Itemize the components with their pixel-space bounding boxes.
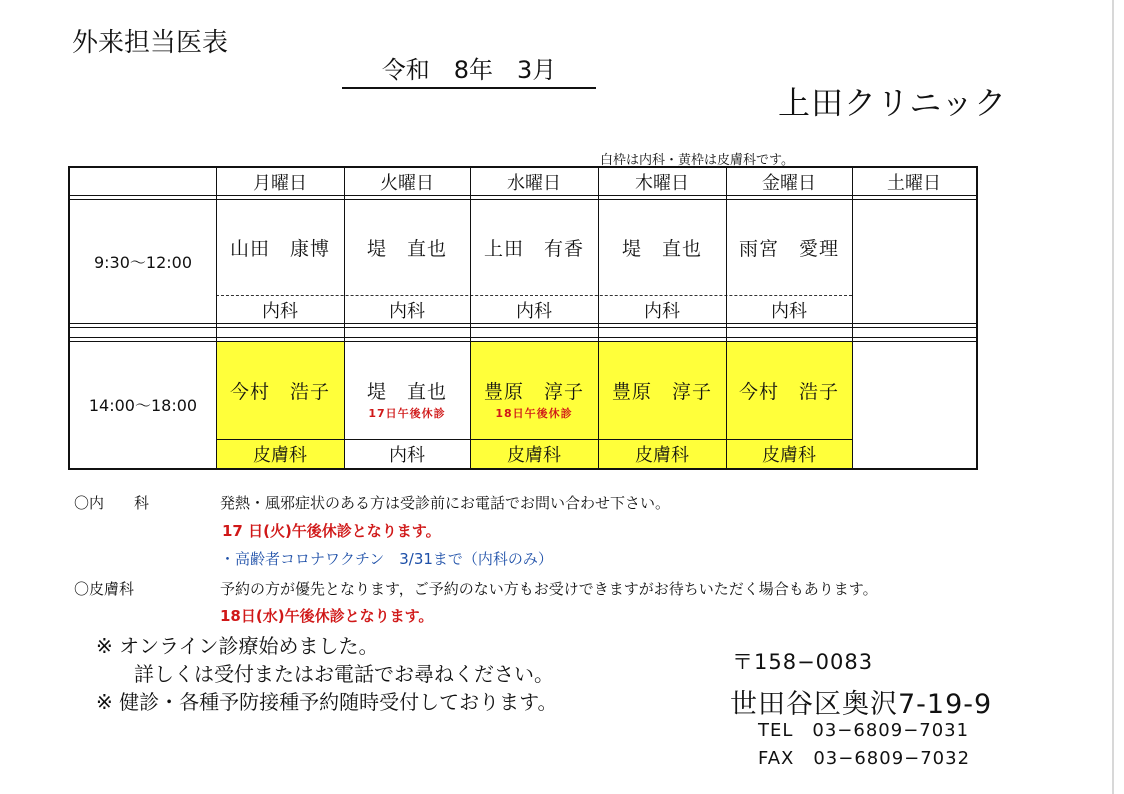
- day-header: 水曜日: [507, 172, 561, 194]
- morning-doctor: 雨宮 愛理: [738, 237, 839, 260]
- vaccine-note: ・高齢者コロナワクチン 3/31まで（内科のみ）: [220, 550, 553, 568]
- clinic-name: 上田クリニック: [778, 84, 1008, 122]
- row-divider: [70, 199, 976, 200]
- row-divider: [70, 337, 976, 338]
- schedule-month: 令和 8年 3月: [342, 50, 596, 89]
- row-divider: [70, 327, 976, 328]
- dashed-divider: [216, 295, 852, 296]
- closure-note: 18日午後休診: [495, 407, 573, 420]
- afternoon-doctor-name: 豊原 淳子: [483, 380, 584, 403]
- closure-note: 17日午後休診: [368, 407, 446, 420]
- column-divider: [216, 168, 217, 468]
- morning-department: 内科: [516, 300, 552, 322]
- afternoon-department: 皮膚科: [635, 445, 689, 466]
- column-divider: [852, 168, 853, 468]
- column-divider: [598, 168, 599, 468]
- afternoon-department: 皮膚科: [253, 445, 307, 466]
- day-header: 土曜日: [887, 172, 941, 194]
- row-divider: [70, 323, 976, 324]
- day-header: 月曜日: [253, 172, 307, 194]
- morning-department: 内科: [262, 300, 298, 322]
- afternoon-doctor: [344, 341, 470, 439]
- dermatology-text: 予約の方が優先となります，ご予約のない方もお受けできますがお待ちいただく場合もあります。: [220, 580, 878, 598]
- address: 世田谷区奥沢7-19-9: [730, 689, 993, 720]
- morning-doctor: 上田 有香: [483, 237, 584, 260]
- column-divider: [726, 168, 727, 468]
- internal-medicine-label: 〇内 科: [74, 494, 150, 512]
- morning-doctor: 堤 直也: [621, 237, 702, 260]
- day-header: 火曜日: [380, 172, 434, 194]
- afternoon-time: 14:00〜18:00: [88, 396, 198, 415]
- internal-closure-note: 17 日(火)午後休診となります。: [222, 522, 441, 540]
- afternoon-doctor: 今村 浩子: [229, 380, 330, 403]
- morning-doctor: 山田 康博: [229, 237, 330, 260]
- morning-department: 内科: [644, 300, 680, 322]
- morning-department: 内科: [771, 300, 807, 322]
- afternoon-doctor: [470, 341, 598, 439]
- afternoon-doctor: 豊原 淳子: [611, 380, 712, 403]
- color-legend: 白枠は内科・黄枠は皮膚科です。: [600, 153, 794, 168]
- afternoon-doctor-name: 堤 直也: [366, 380, 447, 403]
- afternoon-department: 皮膚科: [507, 445, 561, 466]
- row-divider: [70, 195, 976, 196]
- schedule-table: [68, 166, 978, 470]
- afternoon-department: 皮膚科: [762, 445, 816, 466]
- column-divider: [344, 168, 345, 468]
- online-note: ※ オンライン診療始めました。: [96, 634, 379, 658]
- afternoon-doctor: 今村 浩子: [738, 380, 839, 403]
- postal-code: 〒158−0083: [732, 650, 874, 674]
- day-header: 金曜日: [762, 172, 816, 194]
- dermatology-label: 〇皮膚科: [74, 580, 135, 598]
- afternoon-department: 内科: [389, 445, 425, 466]
- morning-department: 内科: [389, 300, 425, 322]
- page-title: 外来担当医表: [72, 28, 229, 58]
- checkup-note: ※ 健診・各種予防接種予約随時受付しております。: [96, 690, 558, 714]
- tel-number: TEL 03−6809−7031: [758, 720, 970, 741]
- day-header: 木曜日: [635, 172, 689, 194]
- dermatology-closure-note: 18日(水)午後休診となります。: [220, 607, 434, 625]
- morning-time: 9:30〜12:00: [93, 252, 193, 272]
- row-divider: [216, 439, 852, 440]
- scan-edge: [1112, 0, 1114, 794]
- fax-number: FAX 03−6809−7032: [758, 748, 971, 769]
- online-detail: 詳しくは受付またはお電話でお尋ねください。: [134, 662, 554, 686]
- internal-medicine-text: 発熱・風邪症状のある方は受診前にお電話でお問い合わせ下さい。: [220, 494, 671, 512]
- column-divider: [470, 168, 471, 468]
- morning-doctor: 堤 直也: [366, 237, 447, 260]
- row-divider: [70, 341, 976, 342]
